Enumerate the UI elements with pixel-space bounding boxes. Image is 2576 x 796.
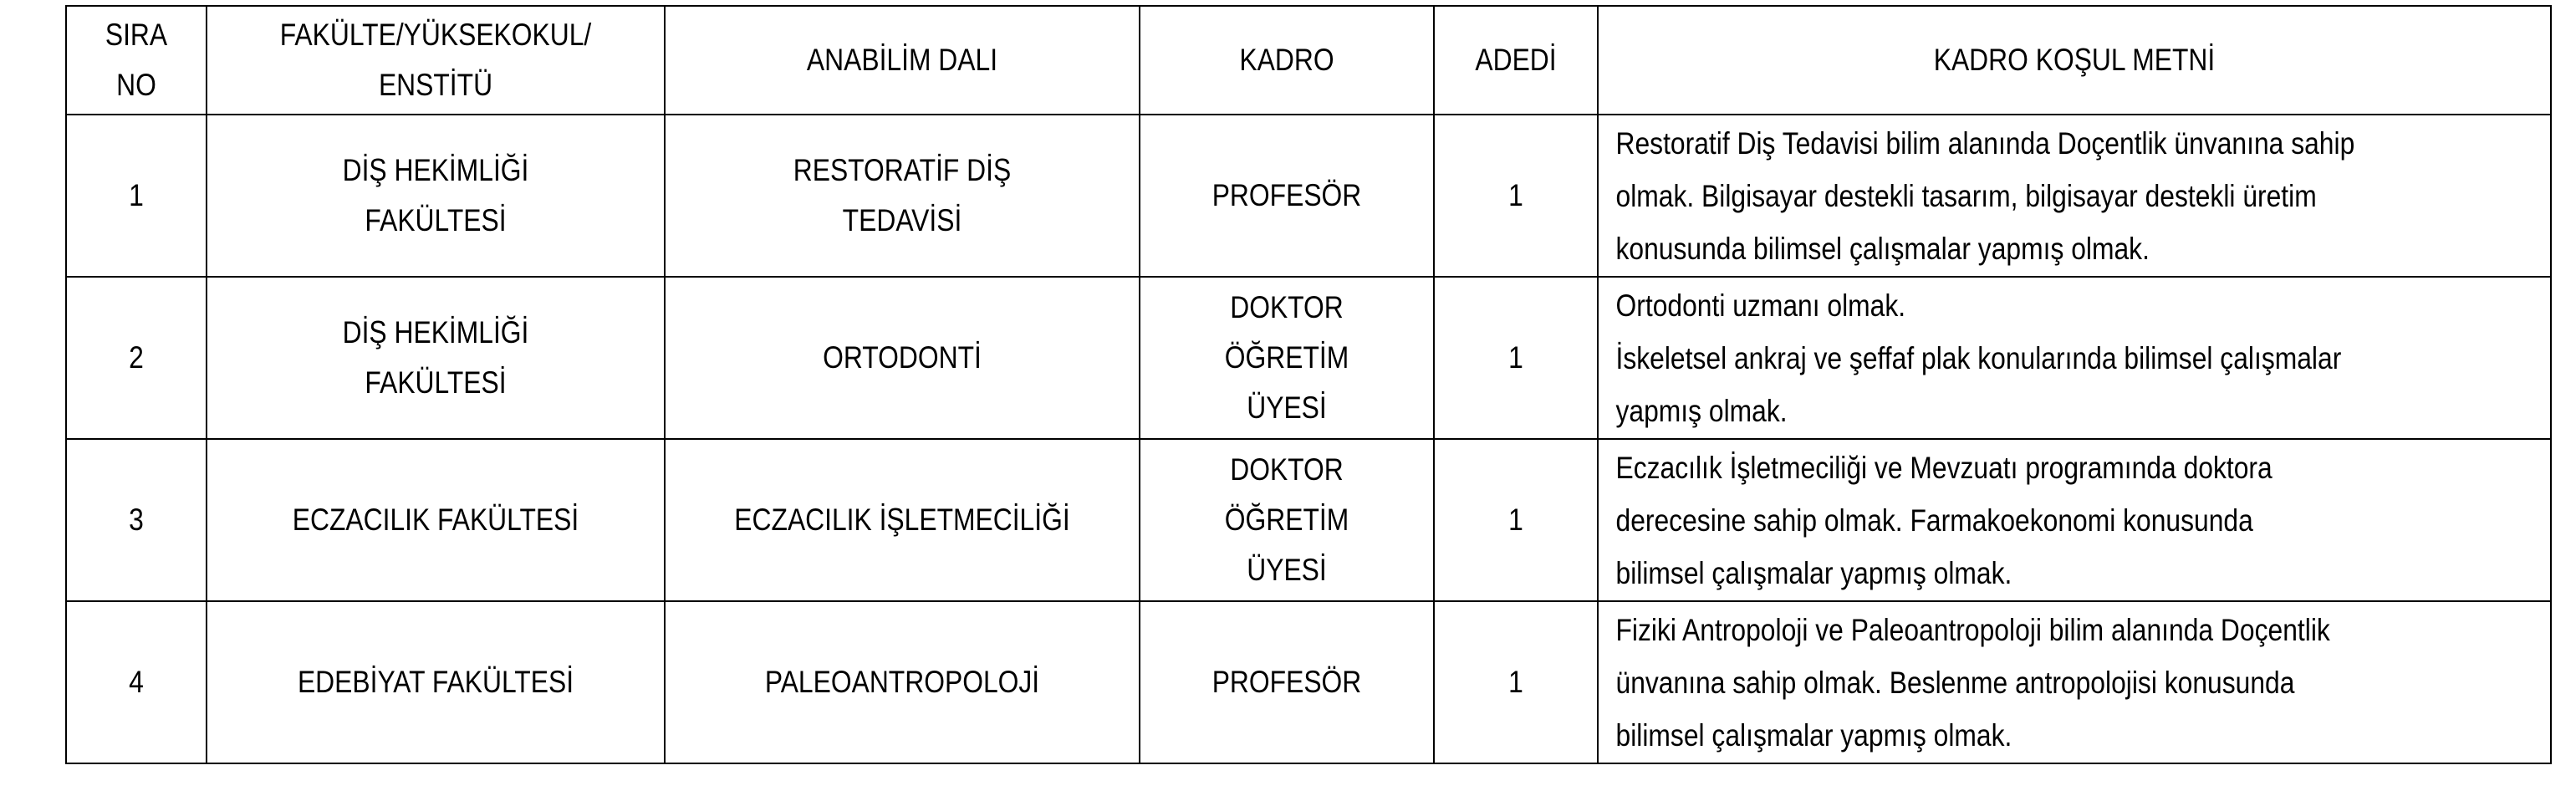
- cell-sira: 3: [76, 439, 196, 601]
- kadro-table: [65, 5, 2552, 764]
- cell-kadro: PROFESÖR: [1160, 601, 1414, 763]
- header-anabilim-dali: ANABİLİM DALI: [698, 6, 1106, 115]
- cell-kadro-kosul-metni: Fiziki Antropoloji ve Paleoantropoloji bilim alanında Doçentlik ünvanına sahip olmak. Beslenme antropolojisi konusunda bilimsel çalışmalar yapmış olmak.: [1598, 601, 2417, 763]
- cell-fakulte: ECZACILIK FAKÜLTESİ: [238, 439, 632, 601]
- header-adedi: ADEDİ: [1446, 6, 1587, 115]
- header-row: [66, 6, 2551, 115]
- table-header: [66, 6, 2551, 115]
- cell-sira: 1: [76, 115, 196, 277]
- cell-kadro: DOKTOR ÖĞRETİM ÜYESİ: [1160, 277, 1414, 439]
- table-body: [66, 115, 2551, 763]
- table-row: [66, 439, 2551, 601]
- cell-anabilim-dali: RESTORATİF DİŞ TEDAVİSİ: [698, 115, 1106, 277]
- table-row: [66, 601, 2551, 763]
- cell-adedi: 1: [1446, 277, 1587, 439]
- header-sira: SIRA NO: [76, 6, 196, 115]
- header-kadro-kosul-metni: KADRO KOŞUL METNİ: [1665, 6, 2484, 115]
- cell-kadro: PROFESÖR: [1160, 115, 1414, 277]
- cell-adedi: 1: [1446, 601, 1587, 763]
- cell-anabilim-dali: ORTODONTİ: [698, 277, 1106, 439]
- header-fakulte: FAKÜLTE/YÜKSEKOKUL/ ENSTİTÜ: [238, 6, 632, 115]
- header-kadro: KADRO: [1160, 6, 1414, 115]
- cell-sira: 4: [76, 601, 196, 763]
- cell-adedi: 1: [1446, 439, 1587, 601]
- cell-kadro: DOKTOR ÖĞRETİM ÜYESİ: [1160, 439, 1414, 601]
- table-row: [66, 277, 2551, 439]
- cell-fakulte: DİŞ HEKİMLİĞİ FAKÜLTESİ: [238, 277, 632, 439]
- cell-anabilim-dali: ECZACILIK İŞLETMECİLİĞİ: [698, 439, 1106, 601]
- cell-fakulte: DİŞ HEKİMLİĞİ FAKÜLTESİ: [238, 115, 632, 277]
- cell-sira: 2: [76, 277, 196, 439]
- cell-kadro-kosul-metni: Ortodonti uzmanı olmak. İskeletsel ankraj ve şeffaf plak konularında bilimsel çalışmalar yapmış olmak.: [1598, 277, 2417, 439]
- cell-adedi: 1: [1446, 115, 1587, 277]
- table-row: [66, 115, 2551, 277]
- cell-kadro-kosul-metni: Restoratif Diş Tedavisi bilim alanında Doçentlik ünvanına sahip olmak. Bilgisayar destekli tasarım, bilgisayar destekli üretim konusunda bilimsel çalışmalar yapmış olmak.: [1598, 115, 2417, 277]
- cell-anabilim-dali: PALEOANTROPOLOJİ: [698, 601, 1106, 763]
- cell-fakulte: EDEBİYAT FAKÜLTESİ: [238, 601, 632, 763]
- cell-kadro-kosul-metni: Eczacılık İşletmeciliği ve Mevzuatı programında doktora derecesine sahip olmak. Farmakoekonomi konusunda bilimsel çalışmalar yapmış olmak.: [1598, 439, 2417, 601]
